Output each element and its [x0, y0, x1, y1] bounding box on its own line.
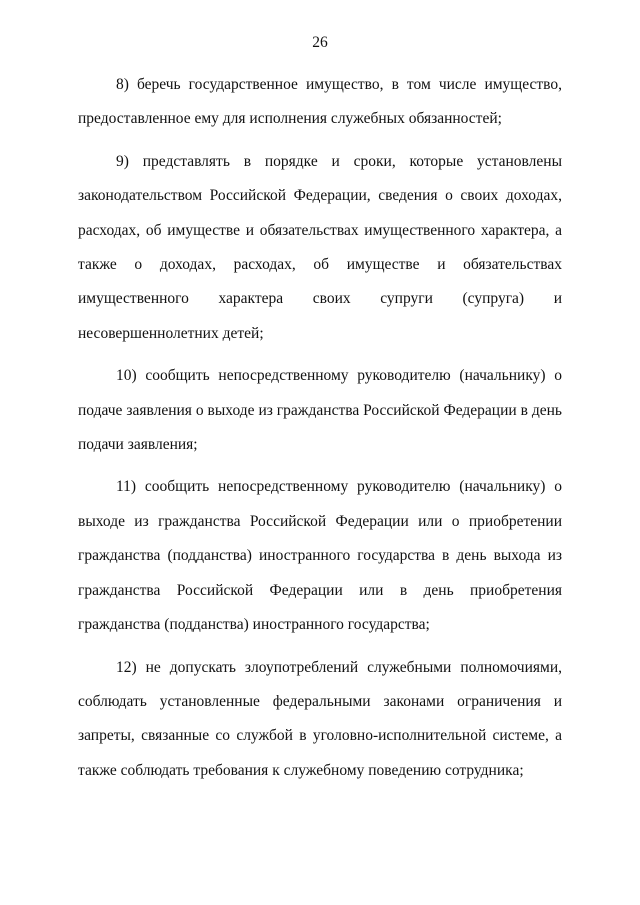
list-item-8: 8) беречь государственное имущество, в том числе имущество, предоставленное ему для исполнения служебных обязанностей;	[78, 76, 562, 128]
list-item-11: 11) сообщить непосредственному руководителю (начальнику) о выходе из гражданства Российской Федерации или о приобретении гражданства (подданства) иностранного государства в день выхода из гражданства Российской Федерации или в день приобретения гражданства (подданства) иностранного государства;	[78, 478, 562, 634]
page-number: 26	[312, 34, 328, 51]
document-body	[78, 68, 562, 796]
list-item-10: 10) сообщить непосредственному руководителю (начальнику) о подаче заявления о выходе из гражданства Российской Федерации в день подачи заявления;	[78, 367, 562, 454]
list-item-9: 9) представлять в порядке и сроки, которые установлены законодательством Российской Федерации, сведения о своих доходах, расходах, об имуществе и обязательствах имущественного характера, а также о доходах, расходах, об имуществе и обязательствах имущественного характера своих супруги (супруга) и несовершеннолетних детей;	[78, 152, 562, 342]
list-item-12: 12) не допускать злоупотреблений служебными полномочиями, соблюдать установленные федеральными законами ограничения и запреты, связанные со службой в уголовно-исполнительной системе, а также соблюдать требования к служебному поведению сотрудника;	[78, 658, 562, 779]
